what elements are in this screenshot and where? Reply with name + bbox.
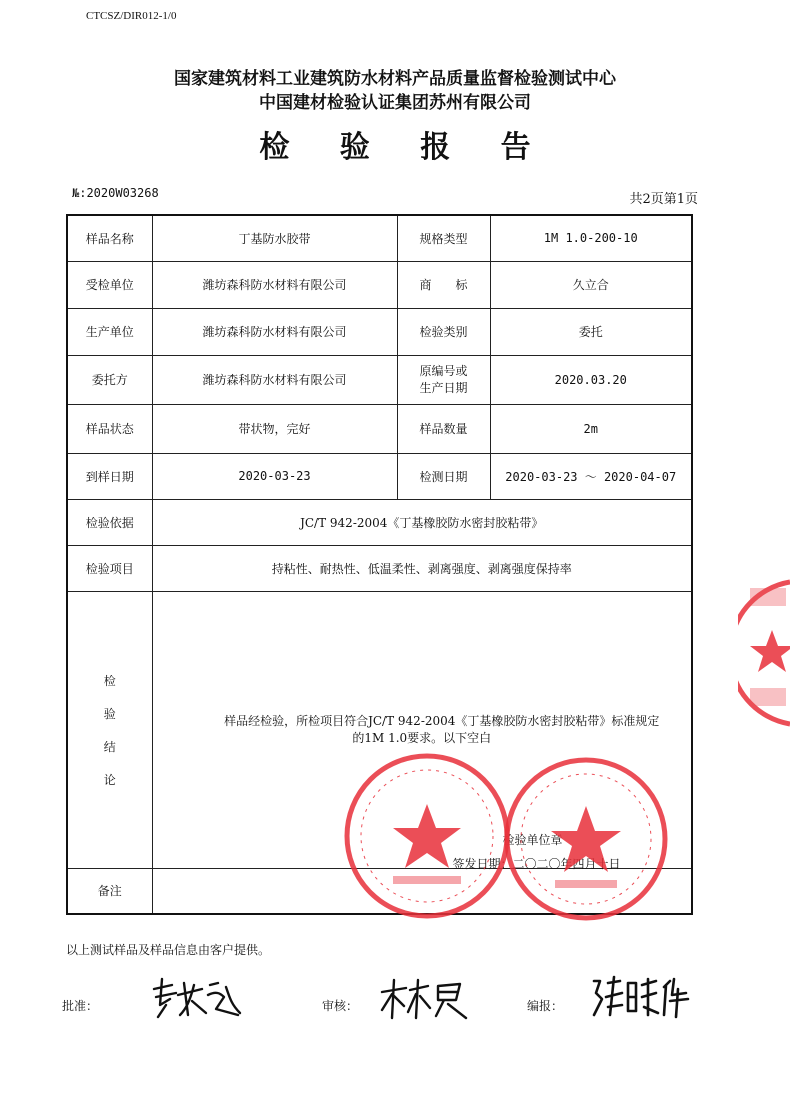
test-date-value: 2020-03-23 ～ 2020-04-07 [490,453,692,499]
items-label: 检验项目 [67,545,152,591]
compiler-signature [590,975,690,1020]
entrust-value: 潍坊森科防水材料有限公司 [152,355,397,404]
conclusion-label-char: 论 [103,772,116,787]
orig-no-label-line1: 原编号或 [419,363,468,378]
issuer-label: 检验单位章 [502,832,563,847]
issue-date: 签发日期：二〇二〇年四月十日 [452,856,621,871]
producer-value: 潍坊森科防水材料有限公司 [152,308,397,355]
test-type-label: 检验类别 [397,308,490,355]
basis-value: JC/T 942-2004《丁基橡胶防水密封胶粘带》 [152,499,692,545]
test-type-value: 委托 [490,308,692,355]
client-unit-label: 受检单位 [67,261,152,308]
table-row [67,499,692,545]
table-row [67,261,692,308]
conclusion-text-line1: 样品经检验，所检项目符合JC/T 942-2004《丁基橡胶防水密封胶粘带》标准规定 [224,713,660,728]
approve-label: 批准： [62,999,99,1013]
table-row [67,355,692,404]
approver-signature [150,975,245,1020]
sample-name-label: 样品名称 [67,215,152,261]
edge-seal-stamp [738,578,790,728]
org-name-line2: 中国建材检验认证集团苏州有限公司 [259,93,531,113]
table-row [67,308,692,355]
document-code: CTCSZ/DIR012-1/0 [86,10,177,22]
sample-state-label: 样品状态 [67,404,152,453]
remark-label: 备注 [67,868,152,914]
entrust-label: 委托方 [67,355,152,404]
conclusion-label [67,591,152,868]
reviewer-signature [380,978,470,1020]
basis-label: 检验依据 [67,499,152,545]
spec-value: 1M 1.0-200-10 [490,215,692,261]
client-unit-value: 潍坊森科防水材料有限公司 [152,261,397,308]
client-info-note: 以上测试样品及样品信息由客户提供。 [66,943,271,957]
org-name-line1: 国家建筑材料工业建筑防水材料产品质量监督检验测试中心 [174,69,616,89]
sample-qty-label: 样品数量 [397,404,490,453]
arrival-date-value: 2020-03-23 [152,453,397,499]
compile-label: 编报： [527,999,564,1013]
org-seal-stamp [343,752,511,920]
producer-label: 生产单位 [67,308,152,355]
page-info: 共2页第1页 [629,192,698,207]
conclusion-label-char: 结 [103,739,116,754]
table-row [67,545,692,591]
items-value: 持粘性、耐热性、低温柔性、剥离强度、剥离强度保持率 [152,545,692,591]
sample-state-value: 带状物，完好 [152,404,397,453]
table-row [67,453,692,499]
sample-name-value: 丁基防水胶带 [152,215,397,261]
report-number: №:2020W03268 [72,186,159,200]
brand-value: 久立合 [490,261,692,308]
orig-no-value: 2020.03.20 [490,355,692,404]
review-label: 审核： [322,999,359,1013]
company-seal-stamp [503,756,669,922]
table-row [67,404,692,453]
spec-label: 规格类型 [397,215,490,261]
orig-no-label-line2: 生产日期 [419,380,468,395]
conclusion-label-char: 检 [103,673,116,688]
sample-qty-value: 2m [490,404,692,453]
table-row [67,215,692,261]
brand-label: 商 标 [397,261,490,308]
report-title: 检 验 报 告 [259,130,551,165]
conclusion-label-char: 验 [103,706,116,721]
conclusion-text-line2: 的1M 1.0要求。以下空白 [352,730,492,745]
orig-no-label [397,355,490,404]
test-date-label: 检测日期 [397,453,490,499]
arrival-date-label: 到样日期 [67,453,152,499]
